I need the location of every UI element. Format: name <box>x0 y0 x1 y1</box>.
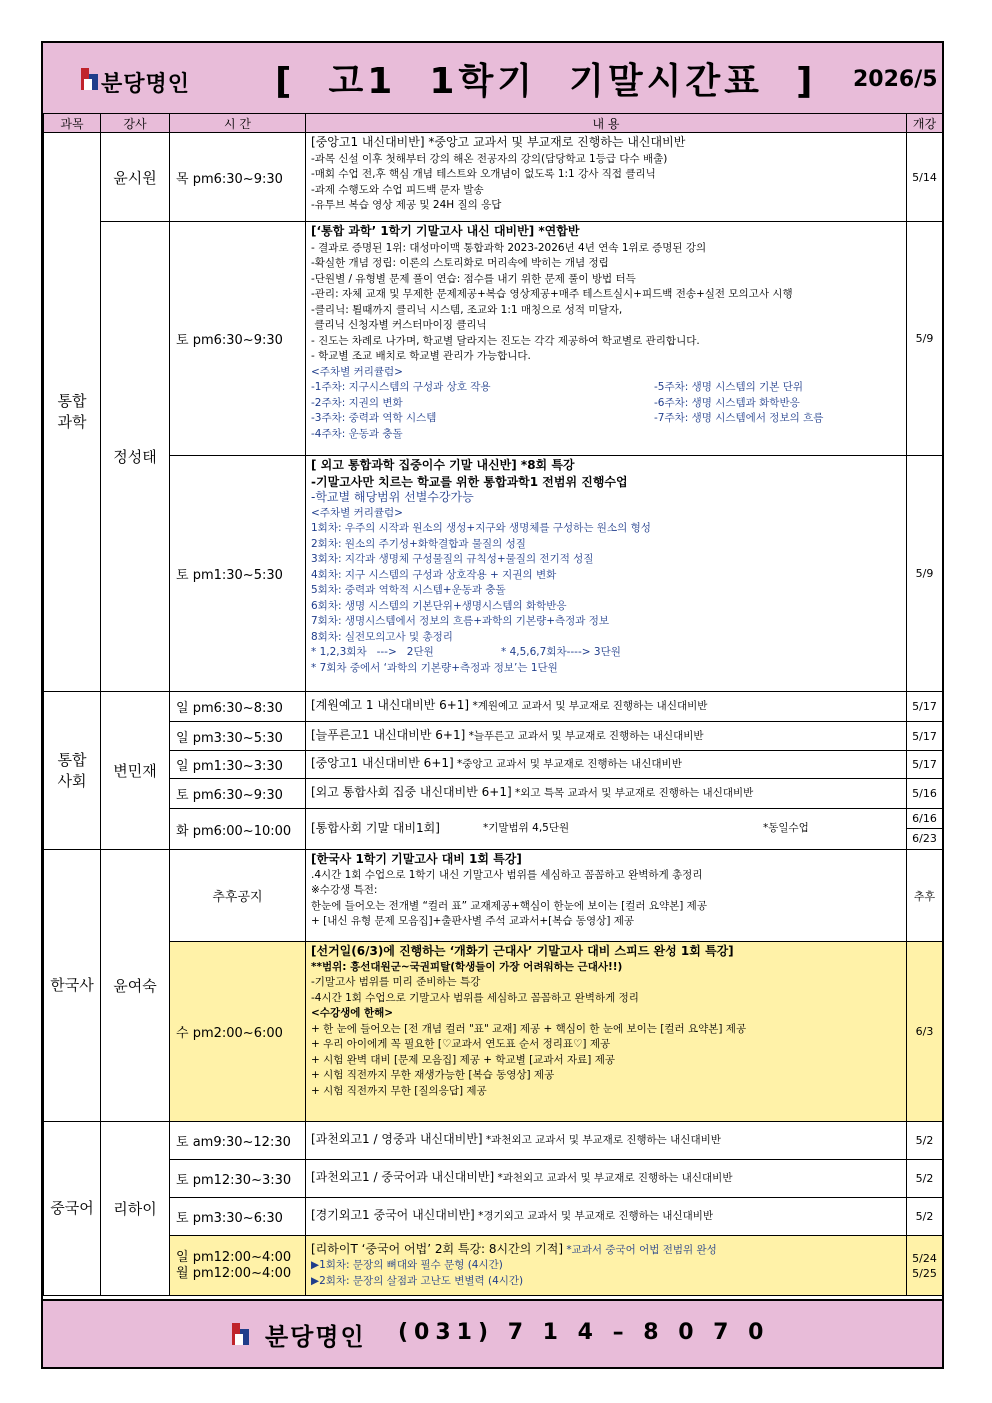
schedule-table <box>43 113 943 1296</box>
table-row <box>44 850 943 942</box>
table-row <box>44 1236 943 1296</box>
class-content: [중앙고1 내신대비반 6+1] *중앙고 교과서 및 부교재로 진행하는 내신대비반 <box>306 751 907 779</box>
class-time: 목 pm6:30~9:30 <box>170 133 306 222</box>
logo-icon <box>232 1323 249 1345</box>
instructor-name: 변민재 <box>101 692 170 850</box>
col-instructor: 강사 <box>101 114 170 133</box>
class-content: [경기외고1 중국어 내신대비반] *경기외고 교과서 및 부교재로 진행하는 내신대비반 <box>306 1198 907 1236</box>
table-row <box>44 222 943 456</box>
class-time: 토 pm3:30~6:30 <box>170 1198 306 1236</box>
instructor-name: 정성태 <box>101 222 170 692</box>
class-time: 토 pm12:30~3:30 <box>170 1160 306 1198</box>
start-date: 5/17 <box>907 751 943 779</box>
footer-brand: 분당명인 <box>265 1323 366 1351</box>
start-date: 추후 <box>907 850 943 942</box>
start-date: 6/16 6/23 <box>907 809 943 850</box>
subject-science: 통합 과학 <box>44 133 101 692</box>
footer <box>43 1299 942 1367</box>
subject-social: 통합 사회 <box>44 692 101 850</box>
table-row <box>44 779 943 809</box>
timetable-sheet <box>41 41 944 1369</box>
start-date: 6/3 <box>907 942 943 1122</box>
subject-chinese: 중국어 <box>44 1122 101 1296</box>
class-time: 토 pm6:30~9:30 <box>170 779 306 809</box>
class-time: 일 pm6:30~8:30 <box>170 692 306 722</box>
class-content: [과천외고1 / 영중과 내신대비반] *과천외고 교과서 및 부교재로 진행하는 내신대비반 <box>306 1122 907 1160</box>
class-time: 일 pm12:00~4:00 월 pm12:00~4:00 <box>170 1236 306 1296</box>
header-date: 2026/5 <box>853 67 938 92</box>
table-row <box>44 1160 943 1198</box>
brand-name: 분당명인 <box>101 72 191 97</box>
table-row <box>44 809 943 850</box>
table-row <box>44 1198 943 1236</box>
footer-phone: (031) 7 1 4 – 8 0 7 0 <box>398 1320 770 1345</box>
col-start: 개강 <box>907 114 943 133</box>
start-date: 5/9 <box>907 456 943 692</box>
table-row <box>44 456 943 692</box>
class-time: 수 pm2:00~6:00 <box>170 942 306 1122</box>
table-row <box>44 942 943 1122</box>
class-content: [계원예고 1 내신대비반 6+1] *계원예고 교과서 및 부교재로 진행하는 내신대비반 <box>306 692 907 722</box>
table-row <box>44 133 943 222</box>
start-date: 5/2 <box>907 1122 943 1160</box>
class-time: 토 pm1:30~5:30 <box>170 456 306 692</box>
start-date: 5/9 <box>907 222 943 456</box>
page-title: [ 고1 1학기 기말시간표 ] <box>275 61 817 102</box>
col-subject: 과목 <box>44 114 101 133</box>
class-content: [ 외고 통합과학 집중이수 기말 내신반] *8회 특강 -기말고사만 치르는 학교를 위한 통합과학1 전범위 진행수업 -학교별 해당범위 선별수강가능 <주차별 커리큘럼> 1회차: 우주의 시작과 원소의 생성+지구와 생명체를 구성하는 원소의 형성 2회차: 원소의 주기성+화학결합과 물질의 성질 3회차: 지각과 생명체 구성물질의 규칙성+물질의 전기적 성질 4회차: 지구 시스템의 구성과 상호작용 + 지권의 변화 5회차: 중력과 역학적 시스템+운동과 충돌 6회차: 생명 시스템의 기본단위+생명시스템의 화학반응 7회차: 생명시스템에서 정보의 흐름+과학의 기본량+측정과 정보 8회차: 실전모의고사 및 총정리 * 1,2,3회차 ---> 2단원 * 4,5,6,7회차----> 3단원 * 7회차 중에서 ‘과학의 기본량+측정과 정보’는 1단원 <box>306 456 907 692</box>
start-date: 5/2 <box>907 1160 943 1198</box>
header <box>43 43 942 115</box>
start-date: 5/17 <box>907 692 943 722</box>
class-content: [과천외고1 / 중국어과 내신대비반] *과천외고 교과서 및 부교재로 진행하는 내신대비반 <box>306 1160 907 1198</box>
start-date: 5/17 <box>907 722 943 751</box>
table-row <box>44 722 943 751</box>
class-time: 일 pm3:30~5:30 <box>170 722 306 751</box>
class-content: [늘푸른고1 내신대비반 6+1] *늘푸른고 교과서 및 부교재로 진행하는 내신대비반 <box>306 722 907 751</box>
subject-history: 한국사 <box>44 850 101 1122</box>
class-content: [리하이T ‘중국어 어법’ 2회 특강: 8시간의 기적] *교과서 중국어 어법 전범위 완성 ▶1회차: 문장의 뼈대와 필수 문형 (4시간) ▶2회차: 문장의 살점과 고난도 변별력 (4시간) <box>306 1236 907 1296</box>
start-date: 5/24 5/25 <box>907 1236 943 1296</box>
class-time: 토 am9:30~12:30 <box>170 1122 306 1160</box>
class-content: [중앙고1 내신대비반] *중앙고 교과서 및 부교재로 진행하는 내신대비반 -과목 신설 이후 첫해부터 강의 해온 전공자의 강의(담당학교 1등급 다수 배출) -매회 수업 전,후 핵심 개념 테스트와 오개념이 없도록 1:1 강사 직접 클리닉 -과제 수행도와 수업 피드백 문자 발송 -유투브 복습 영상 제공 및 24H 질의 응답 <box>306 133 907 222</box>
col-content: 내 용 <box>306 114 907 133</box>
class-time: 일 pm1:30~3:30 <box>170 751 306 779</box>
table-row <box>44 1122 943 1160</box>
column-headers <box>44 114 943 133</box>
class-time: 화 pm6:00~10:00 <box>170 809 306 850</box>
class-content: [‘통합 과학’ 1학기 기말고사 내신 대비반] *연합반 - 결과로 증명된 1위: 대성마이맥 통합과학 2023-2026년 4년 연속 1위로 증명된 강의 -확실한 개념 정립: 이론의 스토리화로 머리속에 박히는 개념 정립 -단원별 / 유형별 문제 풀이 연습: 점수를 내기 위한 문제 풀이 방법 터득 -관리: 자체 교재 및 무제한 문제제공+복습 영상제공+매주 테스트실시+피드백 전송+실전 모의고사 시행 -클리닉: 퇼때까지 클리닉 시스템, 조교와 1:1 매칭으로 성적 미달자, 클리닉 신청자별 커스터마이징 클리닉 - 진도는 차례로 나가며, 학교별 달라지는 진도는 각각 제공하여 학교별로 관리합니다. - 학교별 조교 배치로 학교별 관리가 가능합니다. <주차별 커리큘럼> -1주차: 지구시스템의 구성과 상호 작용 -2주차: 지권의 변화 -3주차: 중력과 역학 시스템 -4주차: 운동과 충돌 -5주차: 생명 시스템의 기본 단위 -6주차: 생명 시스템과 화학반응 -7주차: 생명 시스템에서 정보의 흐름 <box>306 222 907 456</box>
class-content: [선거일(6/3)에 진행하는 ‘개화기 근대사’ 기말고사 대비 스피드 완성 1회 특강] **범위: 흥선대원군~국권피탈(학생들이 가장 어려워하는 근대사!!) -기말고사 범위를 미리 준비하는 특강 -4시간 1회 수업으로 기말고사 범위를 세심하고 꼼꼼하고 완벽하게 정리 <수강생에 한해> + 한 눈에 들어오는 [전 개념 컬러 "표" 교재] 제공 + 핵심이 한 눈에 보이는 [컬러 요약본] 제공 + 우리 아이에게 꼭 필요한 [♡교과서 연도표 순서 정리표♡] 제공 + 시험 완벽 대비 [문제 모음집] 제공 + 학교별 [교과서 자료] 제공 + 시험 직전까지 무한 재생가능한 [복습 동영상] 제공 + 시험 직전까지 무한 [질의응답] 제공 <box>306 942 907 1122</box>
start-date: 5/2 <box>907 1198 943 1236</box>
class-content: [통합사회 기말 대비1회] *기말범위 4,5단원 *동일수업 <box>306 809 907 850</box>
class-content: [외고 통합사회 집중 내신대비반 6+1] *외고 특목 교과서 및 부교재로 진행하는 내신대비반 <box>306 779 907 809</box>
start-date: 5/14 <box>907 133 943 222</box>
class-time: 추후공지 <box>170 850 306 942</box>
col-time: 시 간 <box>170 114 306 133</box>
table-row <box>44 692 943 722</box>
class-content: [한국사 1학기 기말고사 대비 1회 특강] .4시간 1회 수업으로 1학기 내신 기말고사 범위를 세심하고 꼼꼼하고 완벽하게 총정리 ※수강생 특전: 한눈에 들어오는 전개별 “컬러 표” 교재제공+핵심이 한눈에 보이는 [컬러 요약본] 제공 + [내신 유형 문제 모음집]+출판사별 주석 교과서+[복습 동영상] 제공 <box>306 850 907 942</box>
instructor-name: 윤여숙 <box>101 850 170 1122</box>
logo-icon <box>81 68 98 90</box>
instructor-name: 윤시원 <box>101 133 170 222</box>
instructor-name: 리하이 <box>101 1122 170 1296</box>
table-row <box>44 751 943 779</box>
start-date: 5/16 <box>907 779 943 809</box>
class-time: 토 pm6:30~9:30 <box>170 222 306 456</box>
